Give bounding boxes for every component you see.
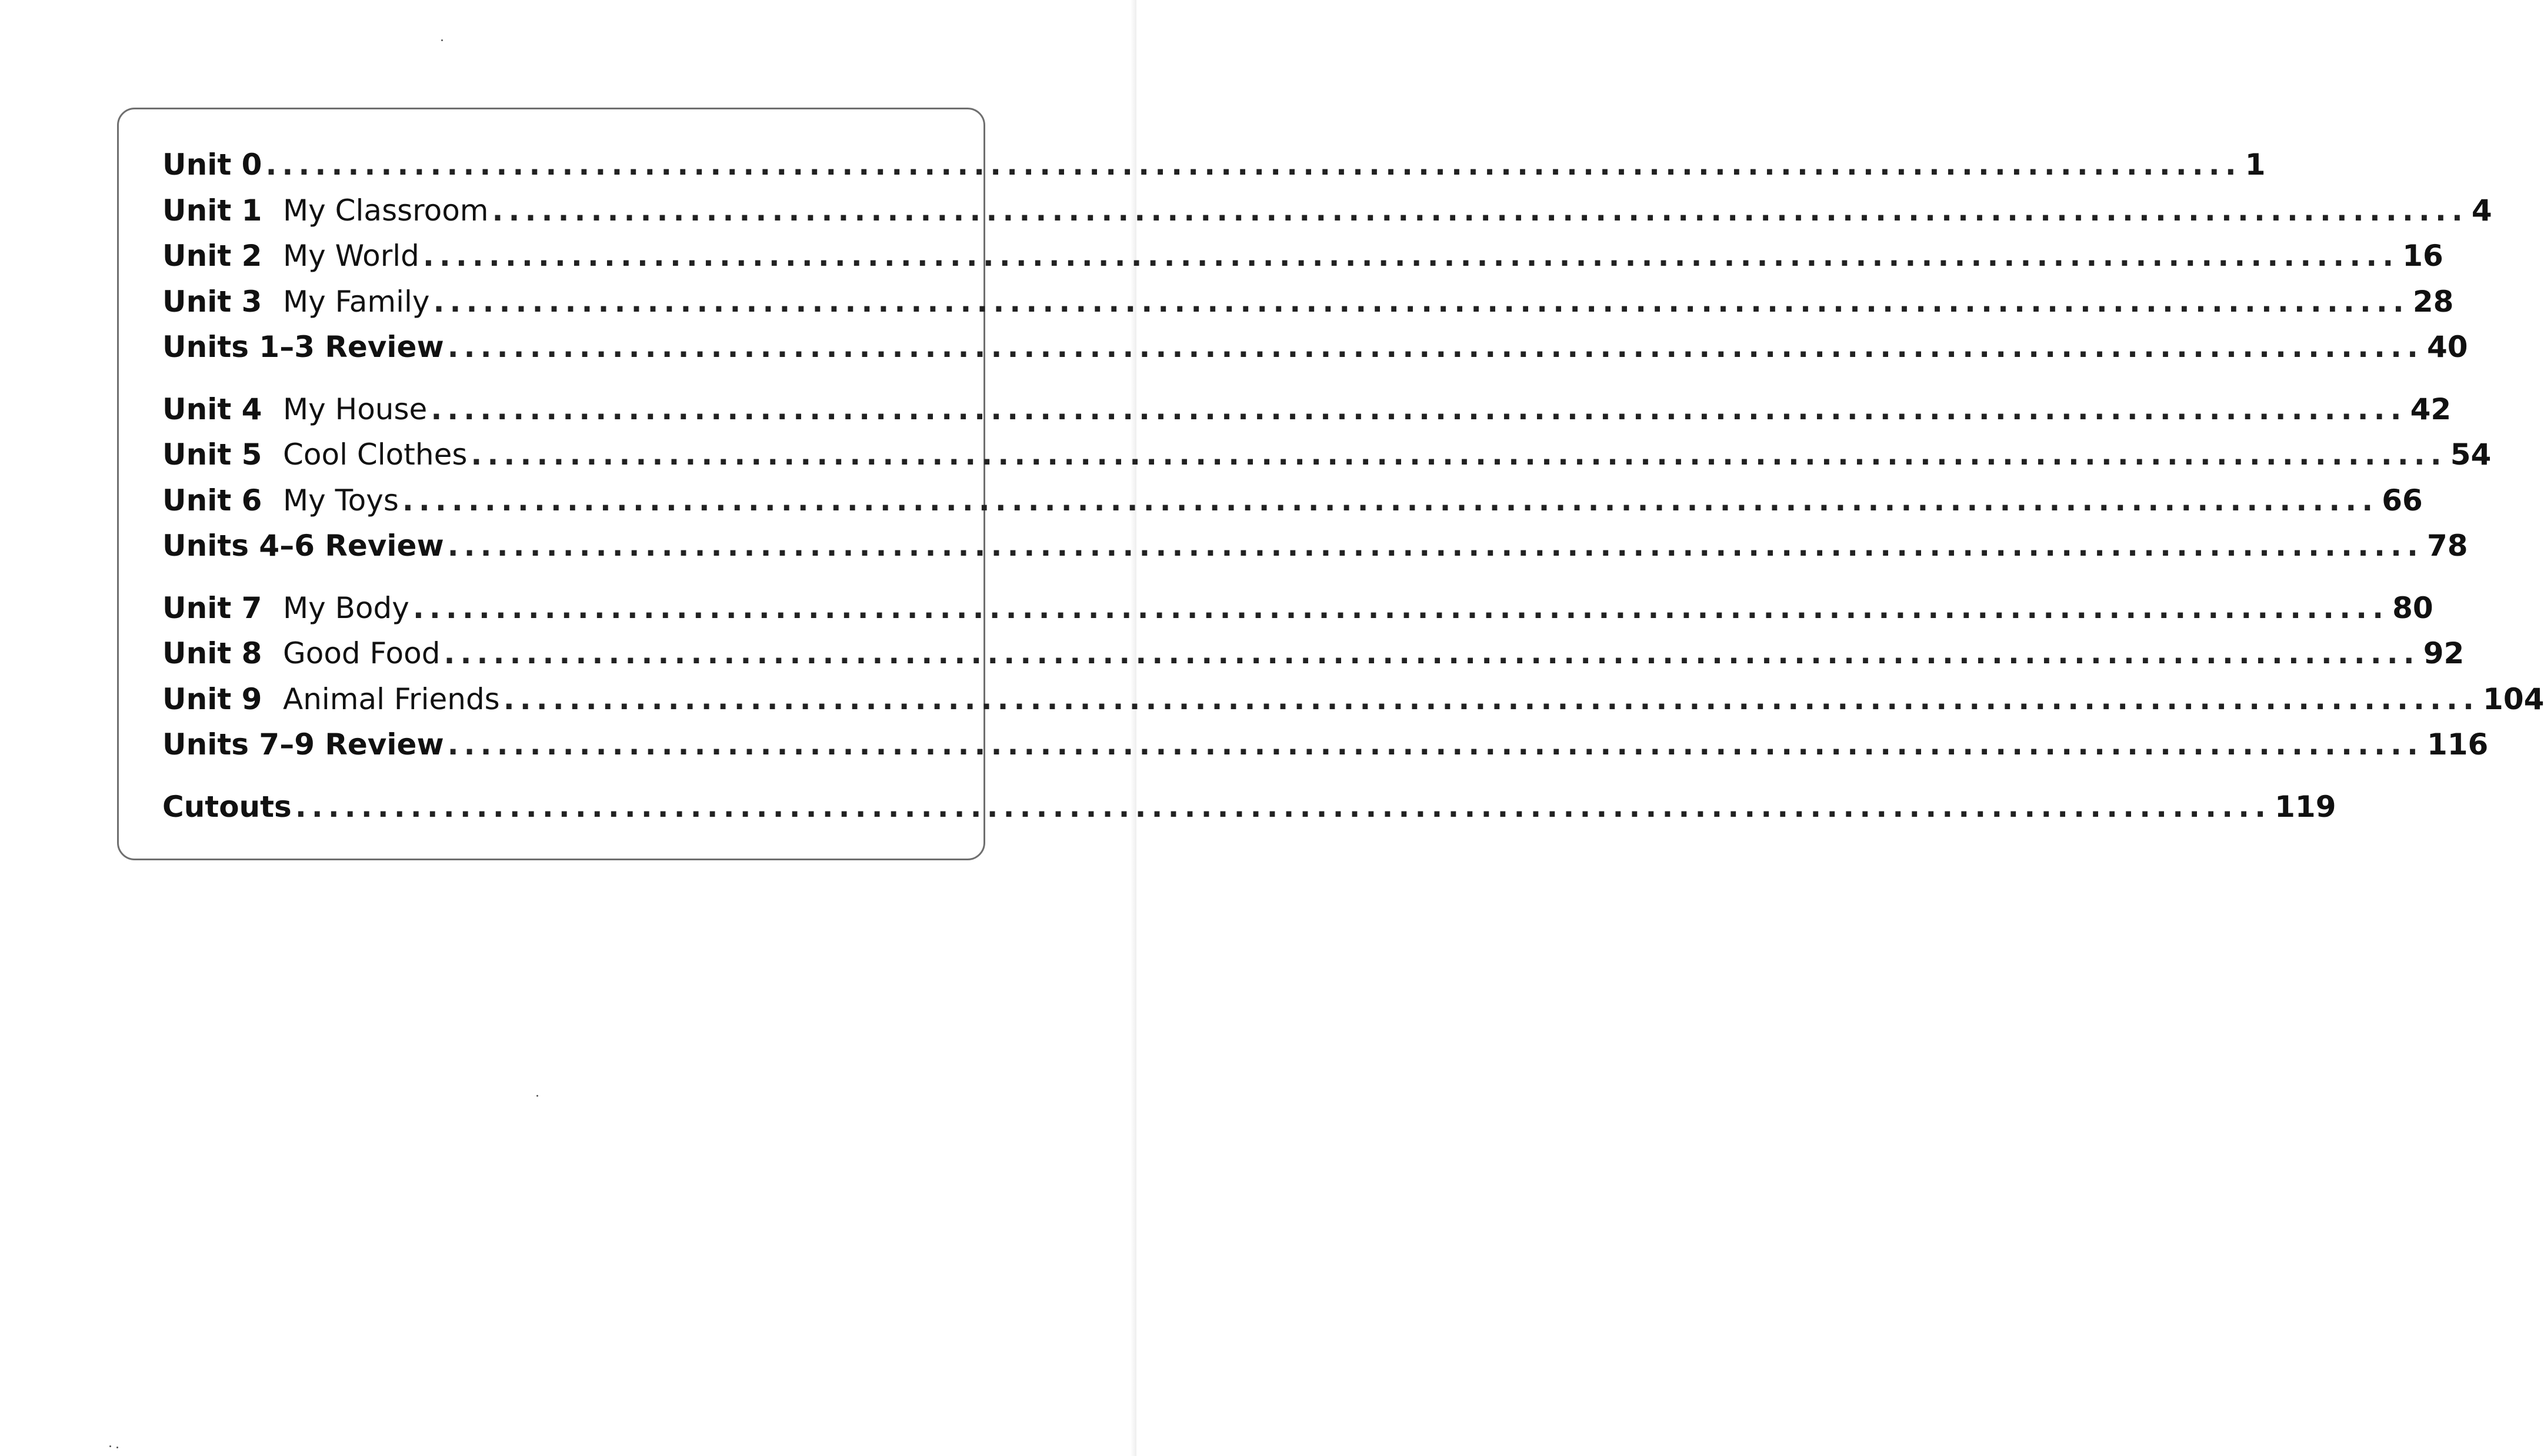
toc-cutouts-label: Cutouts bbox=[162, 789, 292, 824]
toc-unit-title: My Family bbox=[283, 284, 430, 319]
toc-entry-review-4-6 bbox=[162, 523, 2468, 569]
dot-leader: ........................................................................................................................ bbox=[412, 590, 2389, 625]
dot-leader: ........................................................................................................................ bbox=[295, 789, 2272, 824]
scan-speck bbox=[441, 39, 443, 41]
dot-leader: ........................................................................................................................ bbox=[402, 483, 2379, 517]
toc-page-number: 1 bbox=[2245, 148, 2266, 182]
toc-unit-title: Cool Clothes bbox=[283, 438, 468, 472]
toc-page-number: 40 bbox=[2426, 330, 2468, 364]
toc-entry-unit-4 bbox=[162, 387, 2452, 433]
toc-page-number: 78 bbox=[2426, 529, 2468, 563]
dot-leader: ........................................................................................................................ bbox=[503, 682, 2480, 716]
toc-unit-title: My Body bbox=[283, 590, 409, 625]
toc-unit-title: My Classroom bbox=[283, 193, 489, 228]
toc-unit-label: Unit 3 bbox=[162, 284, 262, 319]
dot-leader: ........................................................................................................................ bbox=[447, 727, 2423, 762]
toc-entry-cutouts bbox=[162, 784, 2336, 830]
toc-unit-title: Good Food bbox=[283, 636, 441, 670]
toc-review-label: Units 4–6 Review bbox=[162, 529, 444, 563]
toc-review-label: Units 1–3 Review bbox=[162, 330, 444, 364]
toc-page-number: 80 bbox=[2392, 590, 2433, 625]
toc-entry-unit-1 bbox=[162, 188, 2492, 234]
toc-unit-label: Unit 1 bbox=[162, 193, 262, 228]
toc-page-number: 66 bbox=[2382, 483, 2423, 517]
toc-unit-label: Unit 0 bbox=[162, 148, 262, 182]
toc-page-number: 92 bbox=[2423, 636, 2465, 670]
toc-entry-unit-3 bbox=[162, 279, 2454, 325]
toc-entry-unit-9 bbox=[162, 677, 2544, 723]
dot-leader: ........................................................................................................................ bbox=[444, 636, 2420, 670]
dot-leader: ........................................................................................................................ bbox=[471, 438, 2447, 472]
toc-page-number: 42 bbox=[2410, 392, 2452, 426]
toc-unit-label: Unit 2 bbox=[162, 239, 262, 273]
dot-leader: ........................................................................................................................ bbox=[492, 193, 2468, 228]
toc-page-number: 104 bbox=[2483, 682, 2544, 716]
toc-unit-title: My Toys bbox=[283, 483, 399, 517]
toc-entry-unit-8 bbox=[162, 631, 2465, 677]
toc-unit-label: Unit 4 bbox=[162, 392, 262, 426]
toc-entry-review-1-3 bbox=[162, 325, 2468, 370]
dot-leader: ........................................................................................................................ bbox=[447, 330, 2423, 364]
dot-leader: ........................................................................................................................ bbox=[431, 392, 2407, 426]
dot-leader: ........................................................................................................................ bbox=[265, 148, 2242, 182]
toc-page-number: 119 bbox=[2275, 789, 2336, 824]
toc-unit-label: Unit 9 bbox=[162, 682, 262, 716]
toc-page-number: 116 bbox=[2426, 727, 2489, 762]
table-of-contents bbox=[162, 142, 2544, 830]
toc-unit-label: Unit 5 bbox=[162, 438, 262, 472]
toc-review-label: Units 7–9 Review bbox=[162, 727, 444, 762]
scan-speck bbox=[109, 1445, 111, 1447]
toc-unit-title: My World bbox=[283, 239, 419, 273]
toc-page-number: 4 bbox=[2471, 193, 2492, 228]
toc-unit-label: Unit 8 bbox=[162, 636, 262, 670]
dot-leader: ........................................................................................................................ bbox=[433, 284, 2409, 319]
toc-unit-title: My House bbox=[283, 392, 428, 426]
toc-page-number: 16 bbox=[2402, 239, 2443, 273]
toc-entry-unit-7 bbox=[162, 586, 2433, 632]
scan-speck bbox=[116, 1447, 118, 1448]
toc-entry-unit-6 bbox=[162, 478, 2423, 524]
toc-entry-unit-5 bbox=[162, 432, 2492, 478]
toc-unit-label: Unit 6 bbox=[162, 483, 262, 517]
toc-unit-label: Unit 7 bbox=[162, 590, 262, 625]
toc-page-number: 54 bbox=[2450, 438, 2492, 472]
dot-leader: ........................................................................................................................ bbox=[422, 239, 2399, 273]
toc-entry-unit-2 bbox=[162, 233, 2443, 279]
dot-leader: ........................................................................................................................ bbox=[447, 529, 2423, 563]
toc-unit-title: Animal Friends bbox=[283, 682, 500, 716]
toc-page-number: 28 bbox=[2412, 284, 2454, 319]
scan-speck bbox=[536, 1095, 538, 1097]
toc-entry-unit-0 bbox=[162, 142, 2266, 188]
toc-entry-review-7-9 bbox=[162, 722, 2489, 768]
